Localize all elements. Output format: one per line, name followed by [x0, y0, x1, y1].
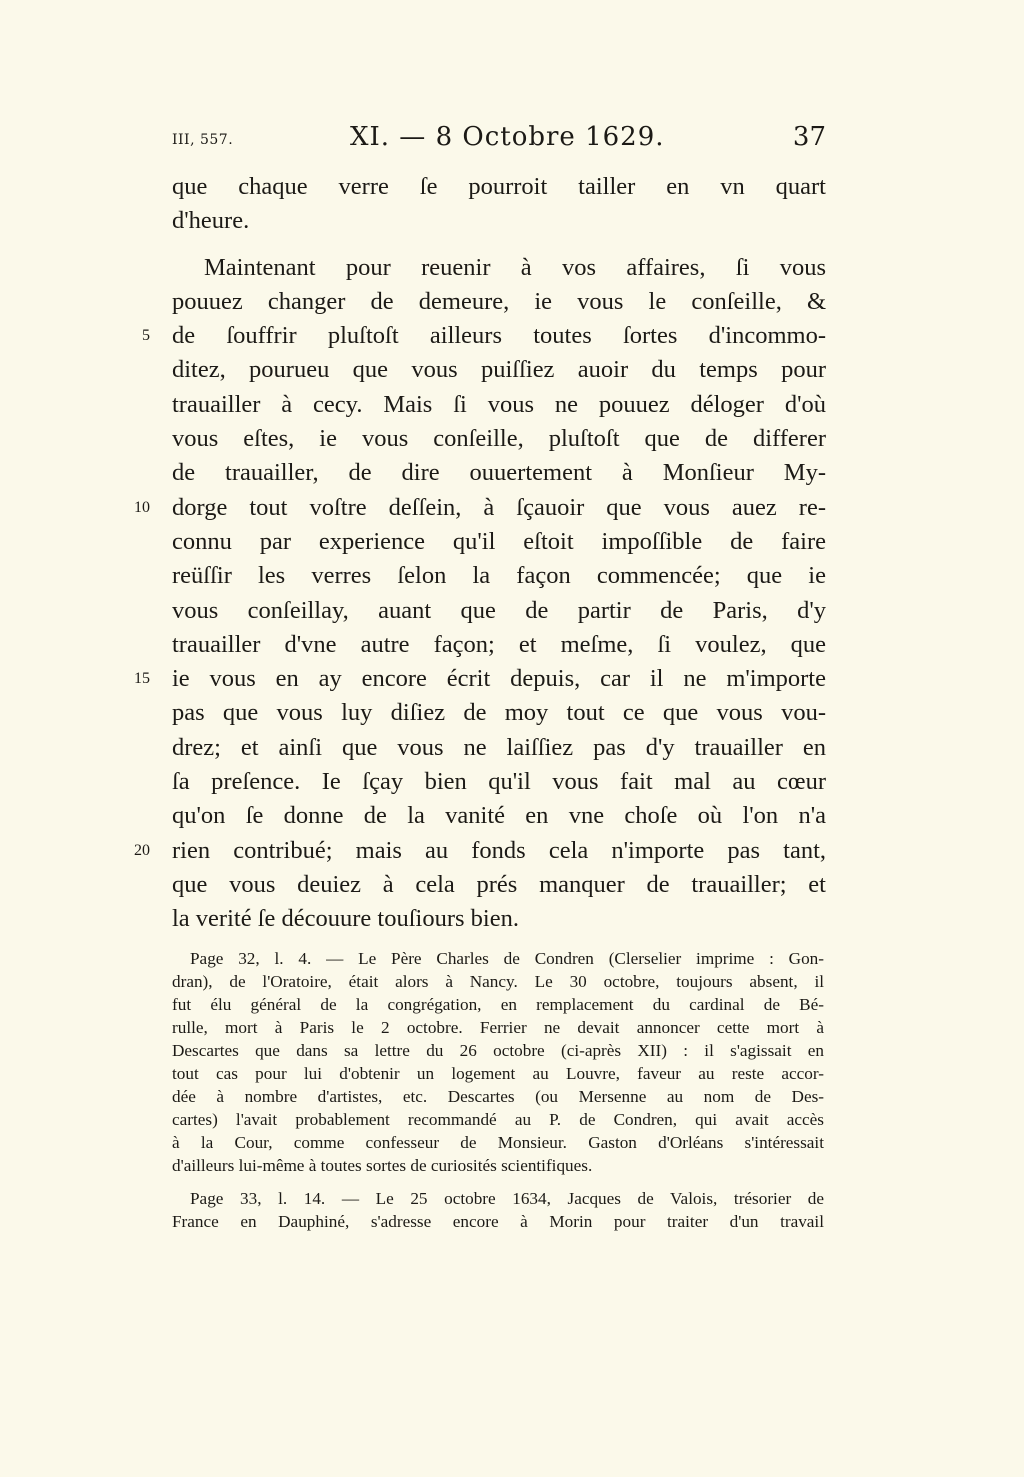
note-line: cartes) l'avait probablement recommandé au P. de Condren, qui avait accès: [172, 1110, 824, 1129]
page-header: [172, 122, 826, 162]
letter-title: XI. — 8 Octobre 1629.: [350, 122, 665, 152]
note-line: Descartes que dans sa lettre du 26 octobre (ci-après XII) : il s'agissait en: [172, 1041, 824, 1060]
note-line: dran), de l'Oratoire, était alors à Nancy. Le 30 octobre, toujours absent, il: [172, 972, 824, 991]
line-number: 5: [142, 327, 150, 345]
text-line: que chaque verre ſe pourroit tailler en vn quart: [172, 173, 826, 200]
note-page-32: [172, 947, 824, 1177]
text-line: la verité ſe découure touſiours bien.: [172, 905, 519, 933]
text-line: d'heure.: [172, 207, 250, 235]
volume-reference: III, 557.: [172, 132, 234, 148]
note-line: fut élu général de la congrégation, en remplacement du cardinal de Bé-: [172, 995, 824, 1014]
note-line: rulle, mort à Paris le 2 octobre. Ferrier ne devait annoncer cette mort à: [172, 1018, 824, 1037]
line-number: 15: [134, 670, 150, 688]
text-line: reüſſir les verres ſelon la façon commencée; que ie: [172, 562, 826, 590]
note-line: dée à nombre d'artistes, etc. Descartes (ou Mersenne au nom de Des-: [172, 1087, 824, 1106]
text-line: Maintenant pour reuenir à vos affaires, ſi vous: [204, 253, 826, 281]
text-line: 5 de ſouffrir pluſtoſt ailleurs toutes ſortes d'incommo-: [172, 319, 826, 353]
text-line: 20 rien contribué; mais au fonds cela n'importe pas tant,: [172, 834, 826, 868]
note-line: tout cas pour lui d'obtenir un logement au Louvre, faveur au reste accor-: [172, 1064, 824, 1083]
text-line: drez; et ainſi que vous ne laiſſiez pas d'y trauailler en: [172, 733, 826, 761]
note-line: France en Dauphiné, s'adresse encore à Morin pour traiter d'un travail: [172, 1212, 824, 1231]
text-line: de trauailler, de dire ouuertement à Monſieur My-: [172, 459, 826, 487]
text-line: que vous deuiez à cela prés manquer de trauailler; et: [172, 870, 826, 898]
note-line: d'ailleurs lui-même à toutes sortes de curiosités scientifiques.: [172, 1156, 593, 1175]
text-line: trauailler à cecy. Mais ſi vous ne pouuez déloger d'où: [172, 390, 826, 418]
note-line: à la Cour, comme confesseur de Monsieur. Gaston d'Orléans s'intéressait: [172, 1133, 824, 1152]
text-line: 15 ie vous en ay encore écrit depuis, car il ne m'importe: [172, 662, 826, 696]
letter-text: [134, 170, 826, 937]
text-line: 10 dorge tout voſtre deſſein, à ſçauoir que vous auez re-: [172, 491, 826, 525]
line-number: 10: [134, 498, 150, 516]
note-line: Page 32, l. 4. — Le Père Charles de Condren (Clerselier imprime : Gon-: [190, 949, 824, 968]
page-number: 37: [792, 122, 826, 152]
text-line: ſa preſence. Ie ſçay bien qu'il vous fait mal au cœur: [172, 768, 826, 796]
text-line: ditez, pourueu que vous puiſſiez auoir du temps pour: [172, 356, 826, 384]
text-line: pas que vous luy diſiez de moy tout ce que vous vou-: [172, 699, 826, 727]
editorial-notes: [172, 947, 824, 1243]
note-page-33: [172, 1187, 824, 1233]
text-line: vous eſtes, ie vous conſeille, pluſtoſt que de differer: [172, 425, 826, 453]
line-number: 20: [134, 841, 150, 859]
text-line: vous conſeillay, auant que de partir de Paris, d'y: [172, 596, 826, 624]
text-line: pouuez changer de demeure, ie vous le conſeille, &: [172, 287, 826, 315]
note-line: Page 33, l. 14. — Le 25 octobre 1634, Jacques de Valois, trésorier de: [190, 1189, 824, 1208]
text-line: trauailler d'vne autre façon; et meſme, ſi voulez, que: [172, 630, 826, 658]
text-line: qu'on ſe donne de la vanité en vne choſe où l'on n'a: [172, 802, 826, 830]
text-line: connu par experience qu'il eſtoit impoſſible de faire: [172, 527, 826, 555]
